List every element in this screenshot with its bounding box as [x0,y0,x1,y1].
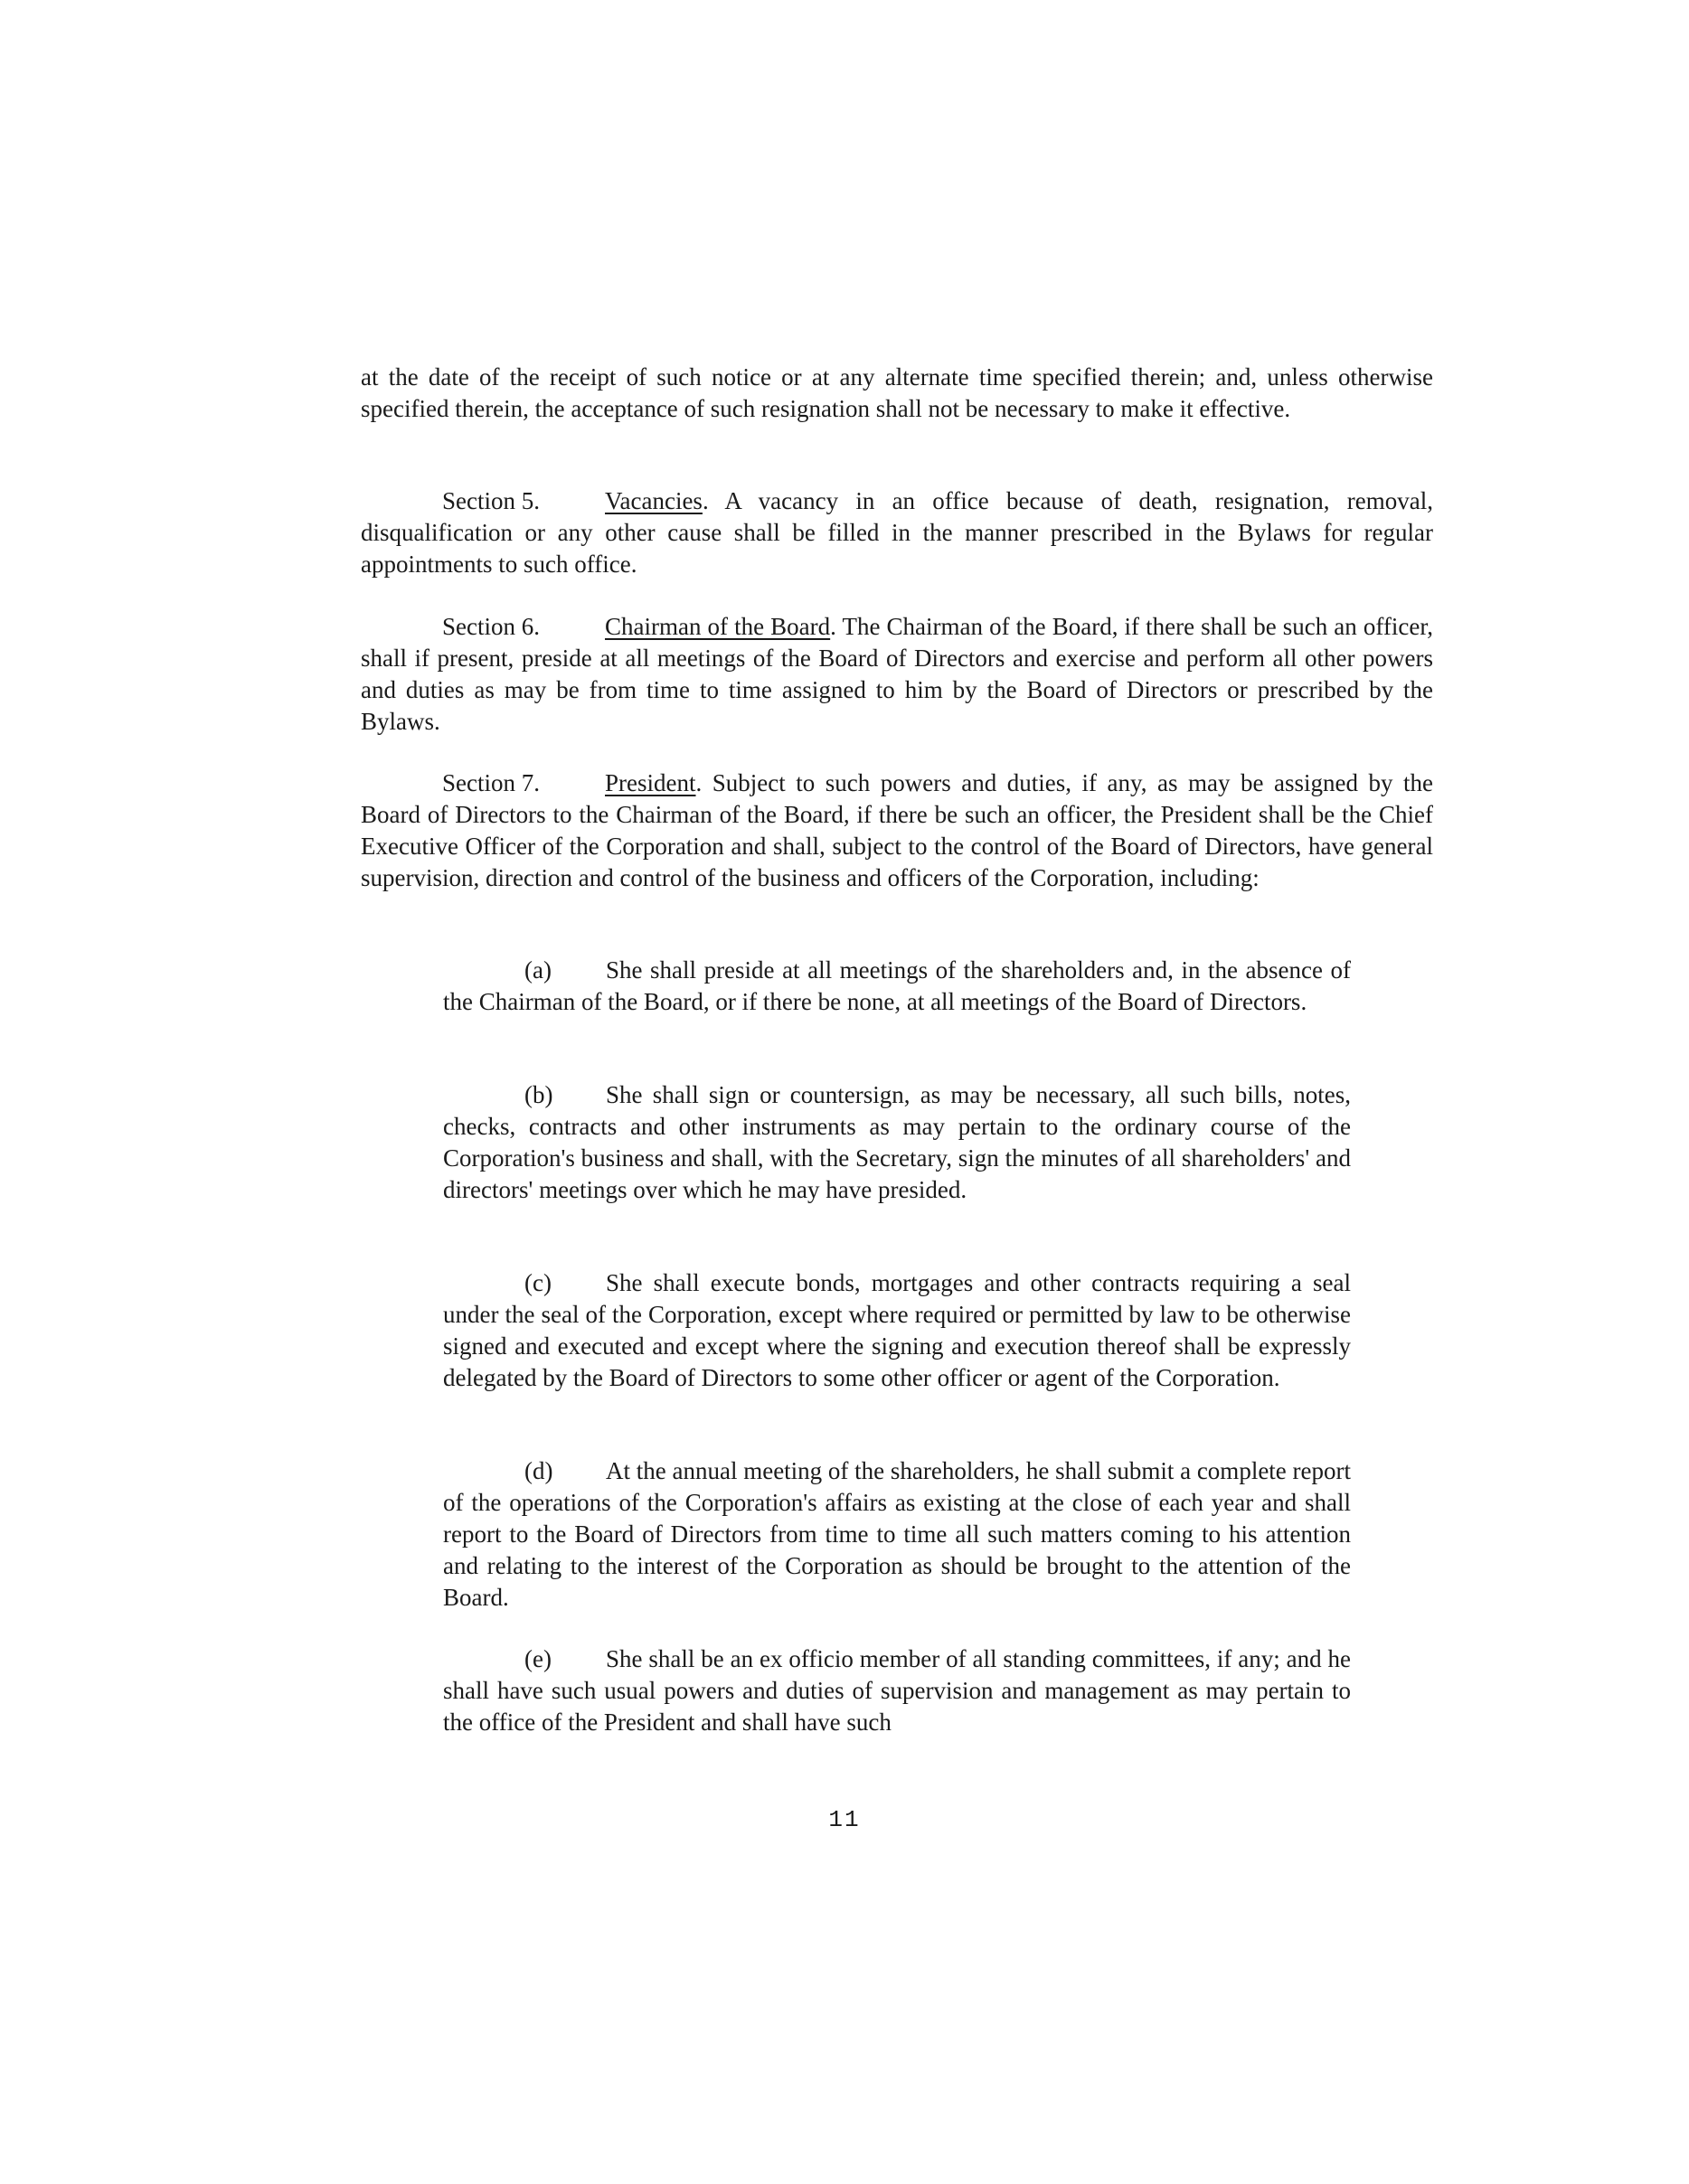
continuation-paragraph [361,362,1433,425]
subsection-e-text: She shall be an ex officio member of all standing committees, if any; and he shall have such usual powers and duties of supervision and management as may pertain to the office of the President and shall have such [443,1645,1351,1736]
subsection-d-text: At the annual meeting of the shareholders, he shall submit a complete report of the operations of the Corporation's affairs as existing at the close of each year and shall report to the Board of Directors from time to time all such matters coming to his attention and relating to the interest of the Corporation as should be brought to the attention of the Board. [443,1457,1352,1611]
section-5-title: Vacancies [605,487,703,514]
section-6-title: Chairman of the Board [605,613,831,640]
subsection-a-label: (a) [524,956,552,984]
subsection-c-text: She shall execute bonds, mortgages and other contracts requiring a seal under the seal of the Corporation, except where required or permitted by law to be otherwise signed and executed and except where the signing and execution thereof shall be expressly delegated by the Board of Directors to some other officer or agent of the Corporation. [443,1269,1351,1391]
section-6-paragraph [361,611,1433,738]
subsection-a [443,955,1351,1018]
continuation-text: at the date of the receipt of such notice or at any alternate time specified therein; and, unless otherwise specified therein, the acceptance of such resignation shall not be necessary to make it effective. [361,363,1433,422]
subsection-c [443,1267,1351,1394]
subsection-d-label: (d) [524,1457,553,1484]
subsection-e-label: (e) [524,1645,552,1672]
section-5-text: . A vacancy in an office because of death, resignation, removal, disqualification or any other cause shall be filled in the manner prescribed in the Bylaws for regular appointments to such office. [361,487,1433,578]
subsection-e [443,1643,1351,1738]
section-6-text: . The Chairman of the Board, if there shall be such an officer, shall if present, preside at all meetings of the Board of Directors and exercise and perform all other powers and duties as may be from time to time assigned to him by the Board of Directors or prescribed by the Bylaws. [361,613,1433,735]
section-7-text: . Subject to such powers and duties, if any, as may be assigned by the Board of Directors to the Chairman of the Board, if there be such an officer, the President shall be the Chief Executive Officer of the Corporation and shall, subject to the control of the Board of Directors, have general supervision, direction and control of the business and officers of the Corporation, including: [361,769,1433,891]
subsection-d [443,1455,1351,1614]
subsection-a-text: She shall preside at all meetings of the shareholders and, in the absence of the Chairman of the Board, or if there be none, at all meetings of the Board of Directors. [443,956,1351,1015]
subsection-b-text: She shall sign or countersign, as may be necessary, all such bills, notes, checks, contracts and other instruments as may pertain to the ordinary course of the Corporation's business and shall, with the Secretary, sign the minutes of all shareholders' and directors' meetings over which he may have presided. [443,1081,1351,1203]
section-7-title: President [605,769,696,796]
section-6-number: Section 6. [442,613,540,640]
subsection-b [443,1079,1351,1206]
subsection-b-label: (b) [524,1081,553,1108]
page-number: 11 [828,1806,861,1833]
section-5-paragraph [361,485,1433,580]
section-7-number: Section 7. [442,769,540,796]
subsection-c-label: (c) [524,1269,552,1296]
section-7-paragraph [361,767,1433,894]
section-5-number: Section 5. [442,487,540,514]
